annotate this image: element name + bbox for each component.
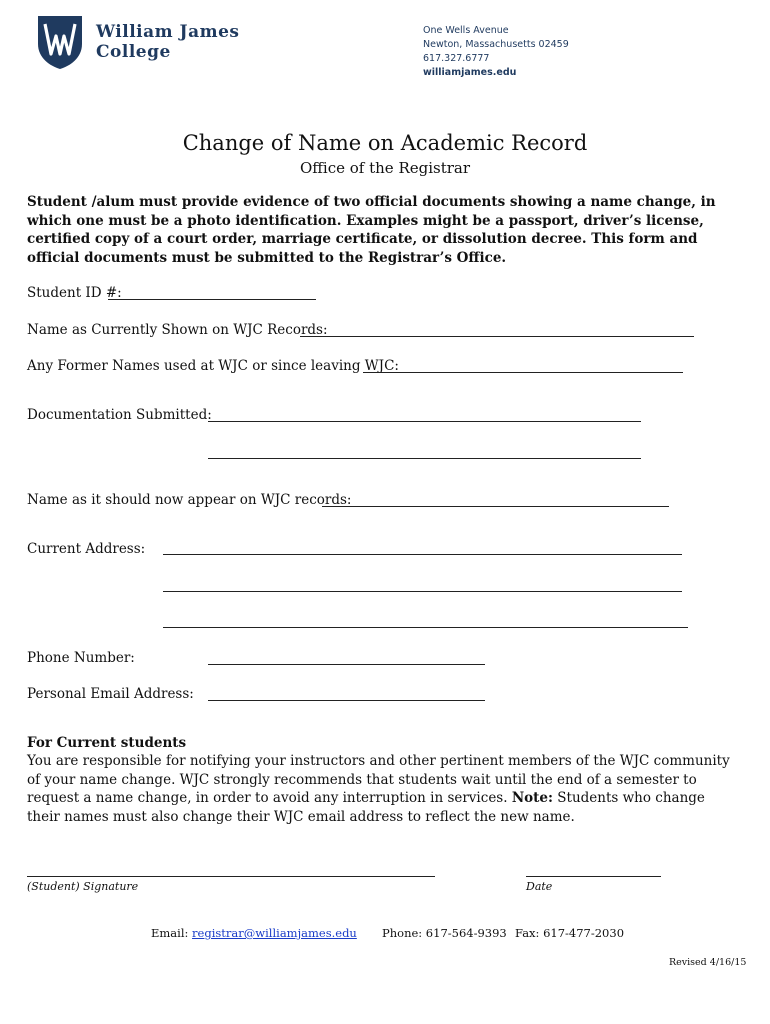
form-title: Change of Name on Academic Record [182, 131, 588, 155]
former-names-label: Any Former Names used at WJC or since leaving WJC: [27, 358, 399, 374]
phone-field[interactable] [208, 664, 485, 665]
college-logo [36, 14, 84, 70]
shield-icon [36, 14, 84, 70]
email-label: Personal Email Address: [27, 686, 194, 702]
current-students-heading: For Current students [27, 735, 187, 751]
current-name-field[interactable] [300, 336, 694, 337]
footer-phone: Phone: 617-564-9393 [382, 926, 507, 940]
address-field-1[interactable] [163, 554, 682, 555]
address-label: Current Address: [27, 541, 146, 557]
address-web: williamjames.edu [423, 67, 517, 78]
college-name-line2: College [96, 42, 171, 62]
form-subtitle: Office of the Registrar [299, 159, 471, 177]
student-id-label: Student ID #: [27, 285, 122, 301]
date-field[interactable] [526, 876, 661, 877]
documentation-field-2[interactable] [208, 458, 641, 459]
footer-fax: Fax: 617-477-2030 [515, 926, 625, 940]
revised-date: Revised 4/16/15 [669, 957, 747, 968]
phone-label: Phone Number: [27, 650, 135, 666]
address-street: One Wells Avenue [423, 25, 509, 36]
address-city: Newton, Massachusetts 02459 [423, 39, 569, 50]
note-label: Note: [511, 790, 553, 806]
college-name-line1: William James [96, 22, 240, 42]
current-name-label: Name as Currently Shown on WJC Records: [27, 322, 328, 338]
footer-email [151, 926, 357, 940]
current-students-text [27, 752, 742, 826]
signature-label: (Student) Signature [27, 880, 139, 893]
new-name-field[interactable] [322, 506, 669, 507]
address-phone: 617.327.6777 [423, 53, 490, 64]
address-field-3[interactable] [163, 627, 688, 628]
signature-field[interactable] [27, 876, 435, 877]
email-field[interactable] [208, 700, 485, 701]
current-students-text-part1: You are responsible for notifying your instructors and other pertinent members of the WJC community of your name change. WJC strongly recommends that students wait until the end of a semester to request a name change, in order to avoid any interruption in services. [27, 753, 730, 806]
registrar-email-link[interactable]: registrar@williamjames.edu [192, 926, 357, 940]
date-label: Date [526, 880, 553, 893]
new-name-label: Name as it should now appear on WJC records: [27, 492, 352, 508]
student-id-field[interactable] [108, 299, 316, 300]
current-students-text-part2: Students who change their names must also change their WJC email address to reflect the new name. [27, 790, 705, 825]
footer-email-label: Email: [151, 926, 193, 940]
documentation-field-1[interactable] [208, 421, 641, 422]
intro-text: Student /alum must provide evidence of two official documents showing a name change, in which one must be a photo identification. Examples might be a passport, driver’s license, certified copy of a court order, marriage certificate, or dissolution decree. This form and official documents must be submitted to the Registrar’s Office. [27, 194, 716, 266]
address-field-2[interactable] [163, 591, 682, 592]
former-names-field[interactable] [363, 372, 683, 373]
documentation-label: Documentation Submitted: [27, 407, 212, 423]
